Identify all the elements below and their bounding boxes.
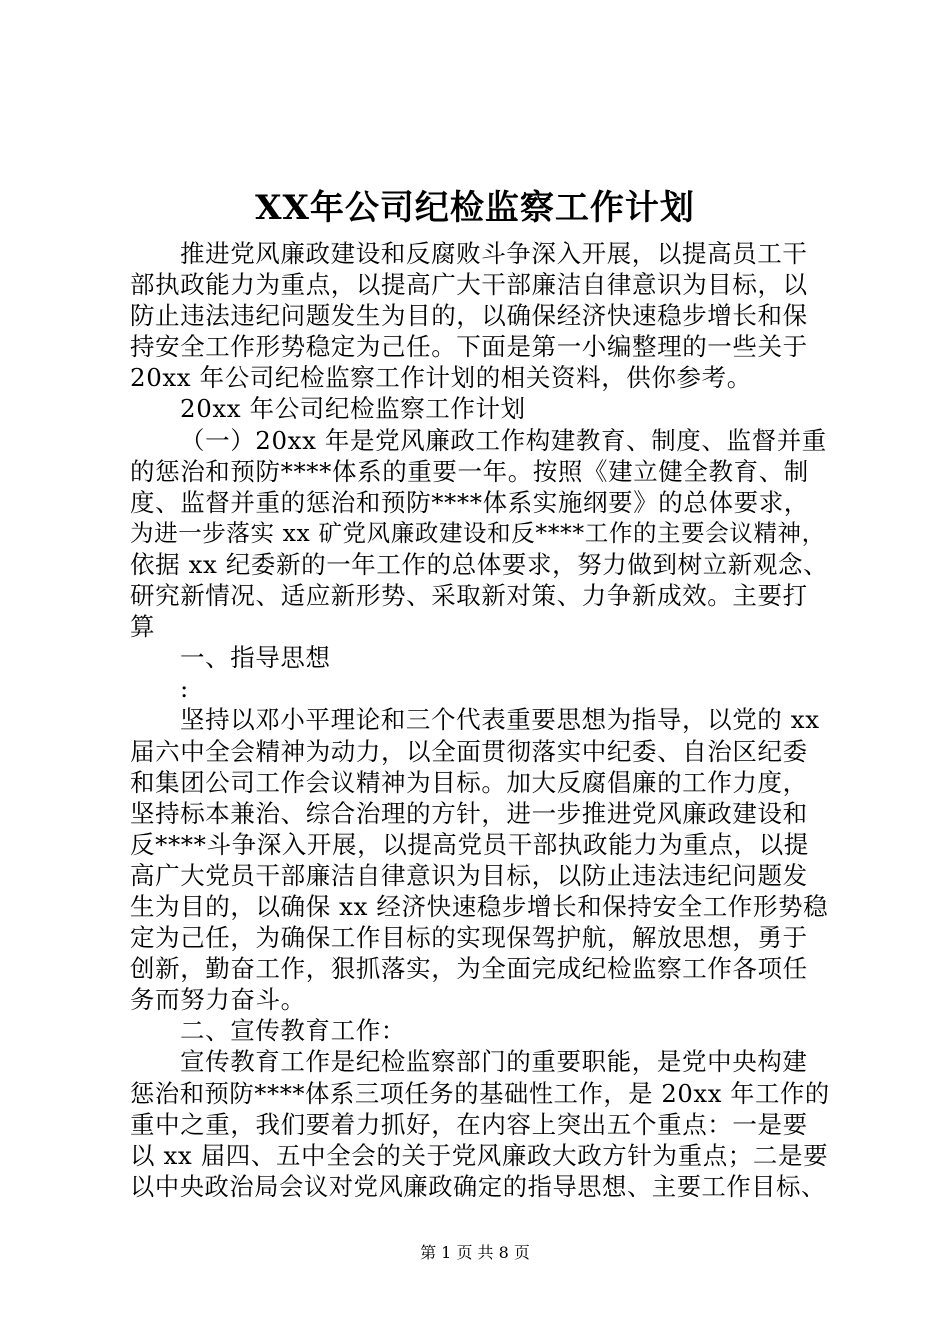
text-line: 重中之重，我们要着力抓好，在内容上突出五个重点：一是要 [130,1109,808,1139]
text-line: 的惩治和预防****体系的重要一年。按照《建立健全教育、制 [130,456,809,486]
text-line: 届六中全会精神为动力，以全面贯彻落实中纪委、自治区纪委 [130,736,808,766]
text-line: 生为目的，以确保 xx 经济快速稳步增长和保持安全工作形势稳 [130,891,829,921]
text-line: 创新，勤奋工作，狠抓落实，为全面完成纪检监察工作各项任 [130,954,808,984]
text-line: 以 xx 届四、五中全会的关于党风廉政大政方针为重点；二是要 [130,1140,829,1170]
text-line: 为进一步落实 xx 矿党风廉政建设和反****工作的主要会议精神， [130,518,826,547]
text-line: 推进党风廉政建设和反腐败斗争深入开展，以提高员工干 [180,239,808,268]
text-line: 算 [130,612,156,642]
text-line: 度、监督并重的惩治和预防****体系实施纲要》的总体要求， [130,487,809,517]
text-line: 一、指导思想 [180,643,331,673]
document-title: XX年公司纪检监察工作计划 [255,188,695,228]
text-line: 坚持标本兼治、综合治理的方针，进一步推进党风廉政建设和 [130,798,808,828]
text-line: : [180,674,189,704]
text-line: 和集团公司工作会议精神为目标。加大反腐倡廉的工作力度， [130,767,808,797]
text-line: 二、宣传教育工作： [180,1016,406,1046]
text-line: 以中央政治局会议对党风廉政确定的指导思想、主要工作目标、 [130,1171,826,1201]
text-line: 坚持以邓小平理论和三个代表重要思想为指导，以党的 xx [180,705,820,735]
text-line: 定为己任，为确保工作目标的实现保驾护航，解放思想，勇于 [130,923,808,953]
text-line: 惩治和预防****体系三项任务的基础性工作，是 20xx 年工作的 [130,1078,830,1108]
text-line: （一）20xx 年是党风廉政工作构建教育、制度、监督并重 [180,425,827,455]
text-line: 持安全工作形势稳定为己任。下面是第一小编整理的一些关于 [130,332,808,362]
text-line: 宣传教育工作是纪检监察部门的重要职能，是党中央构建 [180,1047,808,1077]
text-line: 部执政能力为重点，以提高广大干部廉洁自律意识为目标，以 [130,270,808,300]
page-footer: 第 1 页 共 8 页 [420,1243,530,1262]
document-body [130,238,830,1202]
text-line: 反****斗争深入开展，以提高党员干部执政能力为重点，以提 [130,829,809,859]
text-line: 20xx 年公司纪检监察工作计划的相关资料，供你参考。 [130,363,752,393]
text-line: 研究新情况、适应新形势、采取新对策、力争新成效。主要打 [130,581,808,611]
text-line: 20xx 年公司纪检监察工作计划 [180,394,526,424]
text-line: 依据 xx 纪委新的一年工作的总体要求，努力做到树立新观念、 [130,549,829,579]
text-line: 防止违法违纪问题发生为目的，以确保经济快速稳步增长和保 [130,301,808,331]
text-line: 高广大党员干部廉洁自律意识为目标，以防止违法违纪问题发 [130,860,808,890]
text-line: 务而努力奋斗。 [130,985,306,1015]
